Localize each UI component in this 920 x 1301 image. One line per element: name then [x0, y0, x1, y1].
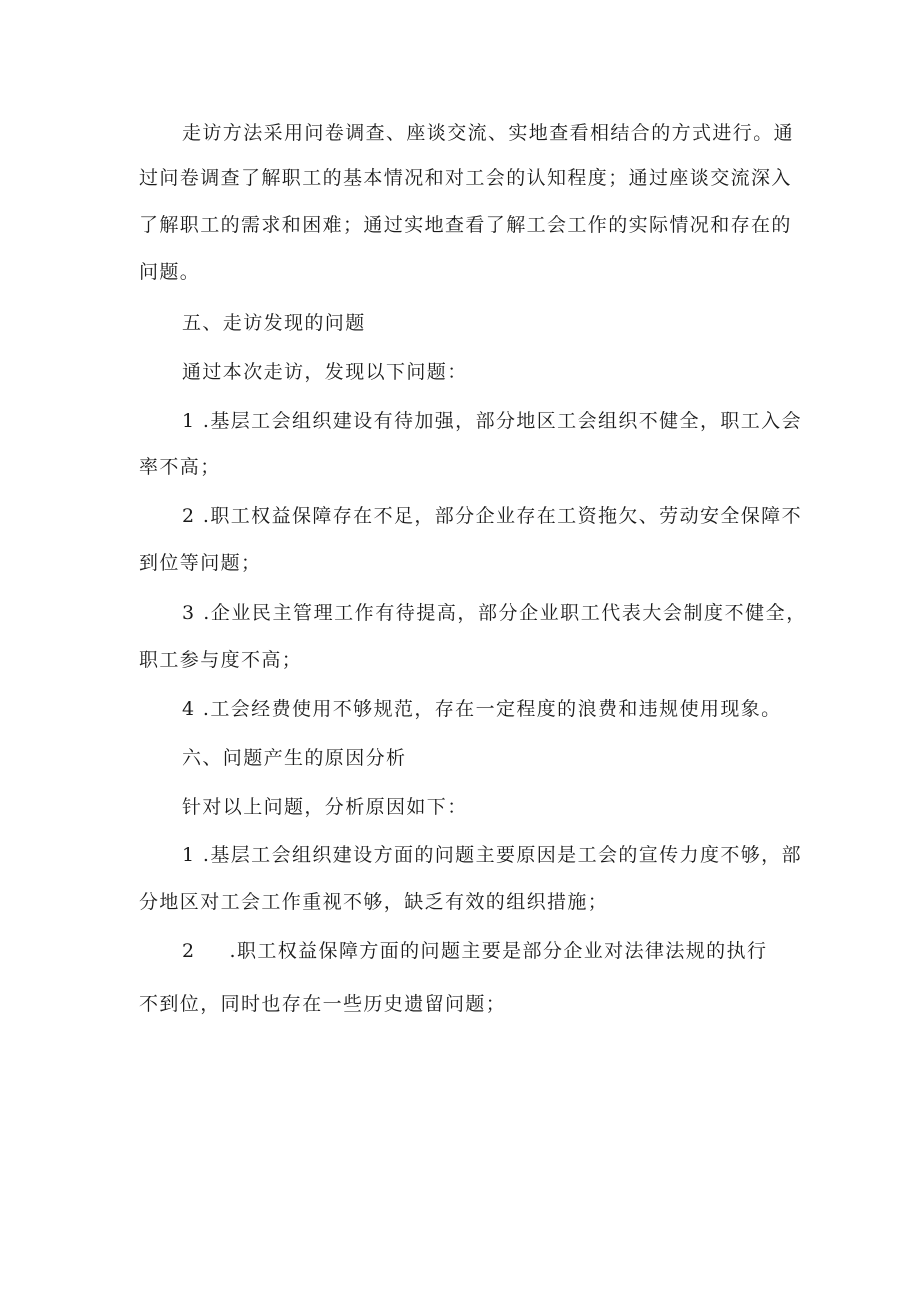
method-line-2: 过问卷调查了解职工的基本情况和对工会的认知程度；通过座谈交流深入 [139, 167, 792, 189]
method-line-4: 问题。 [139, 261, 201, 283]
method-line-1: 走访方法采用问卷调查、座谈交流、实地查看相结合的方式进行。通 [182, 122, 795, 144]
problem-3-line-1: 3 .企业民主管理工作有待提高，部分企业职工代表大会制度不健全， [182, 602, 807, 624]
cause-2-number: 2 [182, 940, 196, 962]
section-five-intro: 通过本次走访，发现以下问题： [182, 361, 468, 383]
cause-2-line-1 [182, 938, 802, 964]
problem-3-line-2: 职工参与度不高； [139, 649, 303, 671]
section-six-heading: 六、问题产生的原因分析 [182, 747, 407, 769]
problem-1-line-1: 1 .基层工会组织建设有待加强，部分地区工会组织不健全，职工入会 [182, 410, 802, 432]
section-five-heading: 五、走访发现的问题 [182, 312, 366, 334]
section-six-intro: 针对以上问题，分析原因如下： [182, 796, 468, 818]
problem-4-line-1: 4 .工会经费使用不够规范，存在一定程度的浪费和违规使用现象。 [182, 698, 782, 720]
cause-1-line-1: 1 .基层工会组织建设方面的问题主要原因是工会的宣传力度不够，部 [182, 844, 802, 866]
method-line-3: 了解职工的需求和困难；通过实地查看了解工会工作的实际情况和存在的 [139, 214, 792, 236]
cause-2-line-2: 不到位，同时也存在一些历史遗留问题； [139, 993, 507, 1015]
cause-1-line-2: 分地区对工会工作重视不够，缺乏有效的组织措施； [139, 891, 609, 913]
problem-2-line-1: 2 .职工权益保障存在不足，部分企业存在工资拖欠、劳动安全保障不 [182, 505, 802, 527]
problem-1-line-2: 率不高； [139, 456, 221, 478]
cause-2-text: .职工权益保障方面的问题主要是部分企业对法律法规的执行 [229, 940, 768, 962]
problem-2-line-2: 到位等问题； [139, 552, 262, 574]
